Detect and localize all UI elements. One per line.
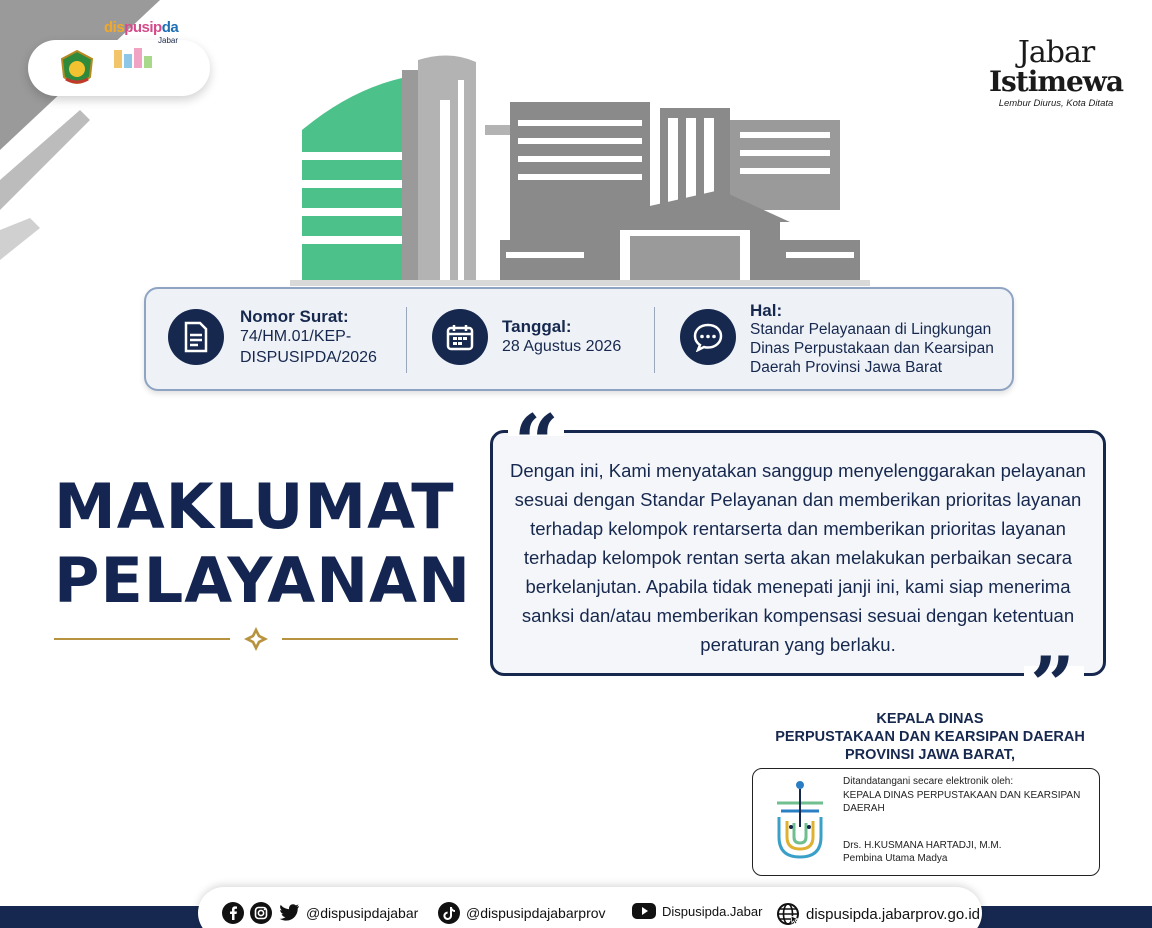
website-link[interactable]: dispusipda.jabarprov.go.id: [806, 905, 981, 923]
esign-office-line1: KEPALA DINAS PERPUSTAKAAN DAN KEARSIPAN: [843, 790, 1081, 801]
chat-bubble-icon: [680, 309, 736, 365]
tiktok-icon[interactable]: [438, 902, 460, 924]
signer-line-3: PROVINSI JAWA BARAT,: [845, 747, 1015, 763]
page-title: [54, 470, 474, 618]
esign-name: Drs. H.KUSMANA HARTADJI, M.M.: [843, 840, 1002, 851]
social-group-3[interactable]: [632, 902, 762, 920]
west-java-emblem-icon: [58, 49, 96, 89]
hal-label: Hal:: [750, 301, 783, 320]
brand-tagline: Lembur Diurus, Kota Ditata: [998, 98, 1114, 109]
brand-line-1: Jabar: [1017, 35, 1095, 70]
tanggal-value: 28 Agustus 2026: [502, 338, 622, 355]
electronic-signature-box: [752, 768, 1100, 876]
esign-rank: Pembina Utama Madya: [843, 853, 948, 864]
info-separator: [406, 307, 407, 373]
youtube-icon[interactable]: [632, 902, 656, 920]
social-handle-3[interactable]: Dispusipda.Jabar: [662, 903, 763, 919]
dispusipda-skyline-icon: [102, 48, 212, 88]
nomor-surat-value-line2: DISPUSIPDA/2026: [240, 349, 377, 366]
website-group[interactable]: [776, 902, 980, 926]
social-group-2[interactable]: [438, 902, 606, 924]
info-separator: [654, 307, 655, 373]
brand-line-2: Istimewa: [988, 65, 1124, 98]
calendar-icon: [432, 309, 488, 365]
social-handle-2[interactable]: @dispusipdajabarprov: [466, 905, 606, 921]
document-icon: [168, 309, 224, 365]
title-line-2: PELAYANAN: [54, 544, 472, 617]
esign-seal-icon: [767, 777, 833, 867]
signer-line-1: KEPALA DINAS: [876, 711, 984, 727]
dispusipda-wordmark: dispusipda: [104, 19, 179, 36]
hal-value-line1: Standar Pelayanaan di Lingkungan: [750, 321, 992, 338]
nomor-surat-label: Nomor Surat:: [240, 307, 349, 326]
institution-logo-pill: [28, 40, 210, 96]
title-line-1: MAKLUMAT: [54, 470, 455, 543]
globe-icon[interactable]: [776, 902, 800, 926]
close-quote-mark: ”: [1030, 640, 1075, 731]
twitter-icon[interactable]: [278, 903, 300, 923]
signer-title: [760, 710, 1100, 764]
jabar-istimewa-logo: [976, 35, 1136, 118]
instagram-icon[interactable]: [250, 902, 272, 924]
open-quote-mark: “: [514, 398, 559, 489]
social-handle-1[interactable]: @dispusipdajabar: [306, 905, 419, 921]
building-illustration: [290, 40, 870, 290]
social-group-1[interactable]: [222, 902, 418, 924]
quote-text: Dengan ini, Kami menyatakan sanggup menyelenggarakan pelayanan sesuai dengan Standar Pelayanan dan memberikan prioritas layanan terhadap kelompok rentarserta dan memberikan prioritas layanan terhadap kelompok rentan serta akan melakukan perbaikan secara berkelanjutan. Apabila tidak menepati janji ini, kami siap menerima sanksi dan/atau memberikan kompensasi sesuai dengan ketentuan peraturan yang berlaku.: [510, 460, 1086, 655]
signer-line-2: PERPUSTAKAAN DAN KEARSIPAN DAERAH: [775, 729, 1085, 745]
letter-info-box: [144, 287, 1014, 391]
dispusipda-subtext: Jabar: [158, 36, 179, 45]
hal-value-line3: Daerah Provinsi Jawa Barat: [750, 359, 943, 376]
esign-office-line2: DAERAH: [843, 803, 885, 814]
nomor-surat-value-line1: 74/HM.01/KEP-: [240, 328, 352, 345]
facebook-icon[interactable]: [222, 902, 244, 924]
tanggal-label: Tanggal:: [502, 317, 572, 336]
esign-caption: Ditandatangani secare elektronik oleh:: [843, 776, 1014, 787]
title-divider: [54, 626, 458, 652]
hal-value-line2: Dinas Perpustakaan dan Kearsipan: [750, 340, 994, 357]
